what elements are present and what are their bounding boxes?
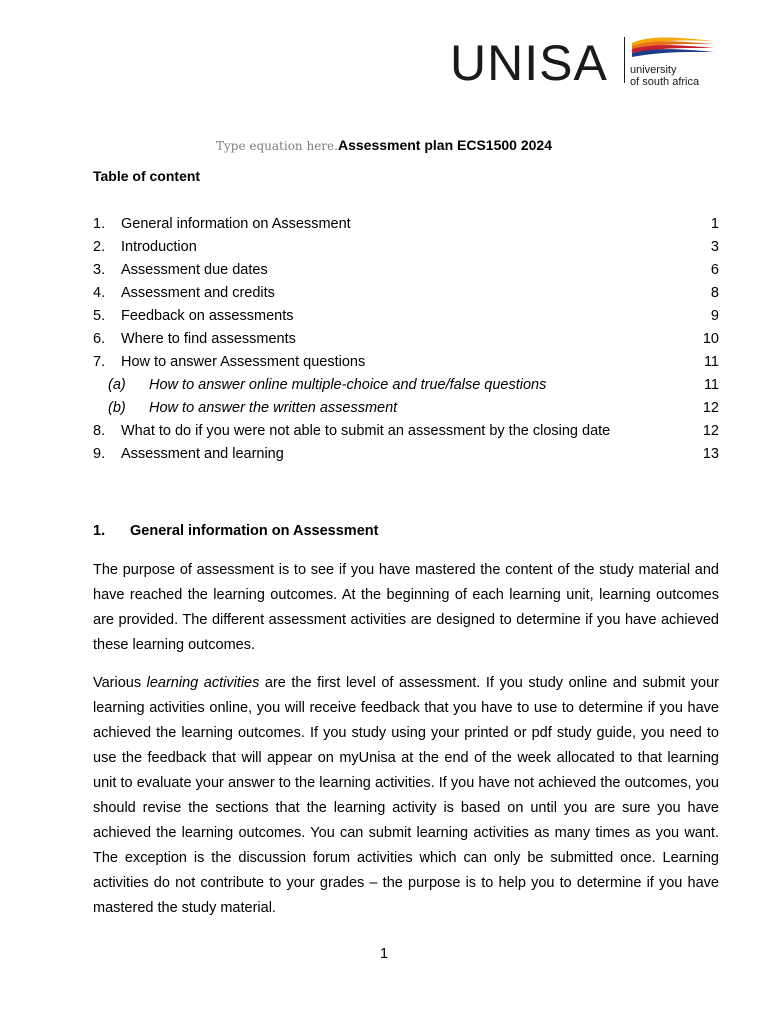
toc-item-number: 2. bbox=[93, 239, 106, 255]
toc-item-text: Where to find assessments bbox=[121, 331, 296, 347]
flag-swoosh-icon bbox=[630, 35, 716, 59]
toc-item-page: 9 bbox=[710, 308, 719, 324]
toc-item[interactable] bbox=[93, 260, 719, 283]
toc-item[interactable] bbox=[93, 237, 719, 260]
toc-item-page: 3 bbox=[710, 239, 719, 255]
toc-item[interactable] bbox=[93, 214, 719, 237]
toc-item-text: What to do if you were not able to submit an assessment by the closing date bbox=[121, 423, 611, 439]
paragraph-text: Various bbox=[93, 675, 147, 691]
logo-subtitle bbox=[630, 64, 699, 88]
body-paragraph bbox=[93, 671, 719, 921]
toc-item-page: 8 bbox=[710, 285, 719, 301]
toc-item[interactable] bbox=[93, 329, 719, 352]
toc-item-number: 7. bbox=[93, 354, 106, 370]
body-paragraph: The purpose of assessment is to see if you have mastered the content of the study material and have reached the learning outcomes. At the beginning of each learning unit, learning outcomes are provided. The different assessment activities are designed to determine if you have achieved these learning outcomes. bbox=[93, 562, 719, 653]
section-number: 1. bbox=[93, 523, 106, 539]
toc-item-text: How to answer Assessment questions bbox=[121, 354, 366, 370]
toc-subitem[interactable] bbox=[93, 398, 719, 421]
toc-item[interactable] bbox=[93, 352, 719, 375]
toc-item-text: Assessment due dates bbox=[121, 262, 268, 278]
toc-subitem[interactable] bbox=[93, 375, 719, 398]
toc-item-page: 1 bbox=[710, 216, 719, 232]
toc-item[interactable] bbox=[93, 306, 719, 329]
document-title-line bbox=[0, 137, 768, 153]
toc-item-number: (a) bbox=[108, 377, 126, 393]
unisa-logo bbox=[450, 33, 720, 93]
toc-item-text: Introduction bbox=[121, 239, 197, 255]
logo-subtitle-line1: university bbox=[630, 64, 677, 76]
logo-wordmark: UNISA bbox=[450, 35, 608, 91]
table-of-contents bbox=[93, 214, 719, 467]
toc-item[interactable] bbox=[93, 421, 719, 444]
toc-item-text: Assessment and learning bbox=[121, 446, 284, 462]
toc-item-page: 13 bbox=[702, 446, 719, 462]
paragraph-text: are the first level of assessment. If you study online and submit your learning activities online, you will receive feedback that you have to use to determine if you have achieved the learning outcomes. If you study using your printed or pdf study guide, you need to use the feedback that will appear on myUnisa at the end of the week allocated to that learning unit to evaluate your answer to the learning activities. If you have not achieved the outcomes, you should revise the sections that the learning activity is based on until you are sure you have achieved the learning outcomes. You can submit learning activities as many times as you want. The exception is the discussion forum activities which can only be submitted once. Learning activities do not contribute to your grades – the purpose is to help you to determine if you have mastered the study material. bbox=[93, 675, 719, 916]
document-title: Assessment plan ECS1500 2024 bbox=[337, 137, 552, 153]
toc-item-page: 11 bbox=[703, 354, 719, 370]
toc-item-page: 11 bbox=[703, 377, 719, 393]
toc-item-number: 3. bbox=[93, 262, 106, 278]
toc-item-number: (b) bbox=[108, 400, 126, 416]
toc-item-number: 8. bbox=[93, 423, 106, 439]
toc-item-number: 6. bbox=[93, 331, 106, 347]
toc-item-text: Assessment and credits bbox=[121, 285, 275, 301]
logo-subtitle-line2: of south africa bbox=[630, 76, 700, 88]
toc-item[interactable] bbox=[93, 283, 719, 306]
section-title: General information on Assessment bbox=[130, 523, 379, 539]
logo-divider bbox=[624, 37, 625, 83]
toc-item-text: How to answer the written assessment bbox=[149, 400, 398, 416]
toc-item-number: 5. bbox=[93, 308, 106, 324]
toc-item-number: 9. bbox=[93, 446, 106, 462]
section-heading bbox=[93, 523, 378, 539]
toc-item-number: 4. bbox=[93, 285, 106, 301]
toc-item-number: 1. bbox=[93, 216, 106, 232]
toc-heading: Table of content bbox=[93, 168, 201, 184]
toc-item-page: 10 bbox=[702, 331, 719, 347]
emphasis-text: learning activities bbox=[146, 675, 260, 691]
toc-item-page: 12 bbox=[702, 423, 719, 439]
toc-item-text: Feedback on assessments bbox=[121, 308, 294, 324]
toc-item[interactable] bbox=[93, 444, 719, 467]
toc-item-text: General information on Assessment bbox=[121, 216, 351, 232]
page-number: 1 bbox=[379, 946, 389, 962]
toc-item-page: 12 bbox=[702, 400, 719, 416]
equation-placeholder[interactable]: Type equation here. bbox=[216, 139, 338, 153]
toc-item-text: How to answer online multiple-choice and true/false questions bbox=[149, 377, 547, 393]
toc-item-page: 6 bbox=[710, 262, 719, 278]
